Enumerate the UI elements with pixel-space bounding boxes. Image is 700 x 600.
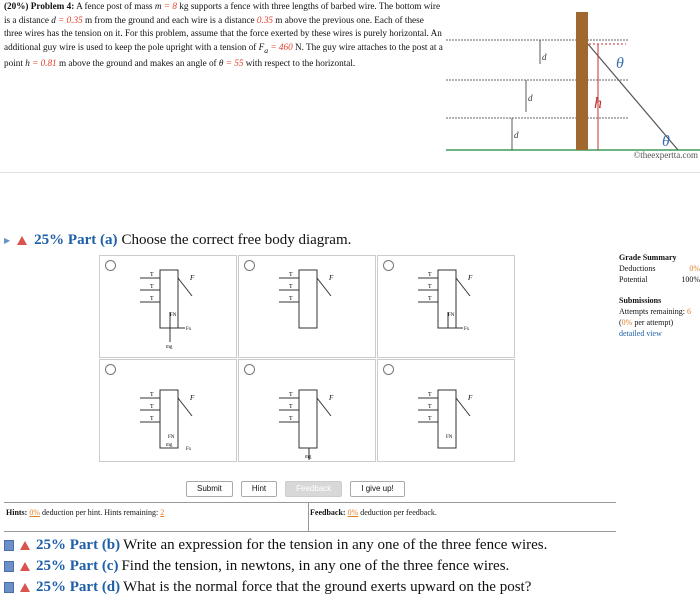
svg-text:T: T bbox=[289, 392, 293, 398]
svg-text:mg: mg bbox=[166, 345, 173, 350]
feedback-button[interactable]: Feedback bbox=[285, 481, 342, 497]
separator-area bbox=[0, 172, 700, 225]
attempts-remaining: 6 bbox=[687, 307, 691, 316]
h-label: h bbox=[594, 95, 602, 112]
hints-divider bbox=[308, 503, 309, 531]
svg-text:F: F bbox=[329, 274, 334, 282]
document-icon bbox=[4, 582, 14, 593]
svg-text:Fx: Fx bbox=[186, 447, 192, 452]
svg-text:d: d bbox=[528, 93, 533, 103]
svg-text:Fx: Fx bbox=[186, 327, 192, 332]
height-value: = 0.81 bbox=[32, 58, 57, 69]
radio-option-3[interactable] bbox=[383, 260, 394, 271]
svg-text:mg: mg bbox=[166, 443, 173, 448]
potential-value: 100% bbox=[681, 275, 700, 284]
fbd-option-1[interactable] bbox=[99, 255, 237, 358]
part-a-text: Choose the correct free body diagram. bbox=[121, 232, 352, 248]
svg-text:F: F bbox=[468, 274, 473, 282]
svg-text:d: d bbox=[542, 52, 547, 62]
svg-text:T: T bbox=[428, 392, 432, 398]
svg-text:T: T bbox=[289, 284, 293, 290]
grade-summary-title: Grade Summary bbox=[619, 253, 677, 262]
submissions-title: Submissions bbox=[619, 296, 662, 305]
part-c-row[interactable]: 25% Part (c) Find the tension, in newtons, in any one of the three fence wires. bbox=[4, 558, 509, 575]
svg-text:FN: FN bbox=[448, 313, 455, 318]
svg-text:T: T bbox=[428, 284, 432, 290]
warning-icon bbox=[20, 562, 30, 571]
svg-text:T: T bbox=[428, 416, 432, 422]
radio-option-2[interactable] bbox=[244, 260, 255, 271]
hints-info: Hints: 0% deduction per hint. Hints remaining: 2 bbox=[6, 508, 165, 517]
theta-label-top: θ bbox=[616, 55, 624, 72]
part-b-row[interactable]: 25% Part (b) Write an expression for the tension in any one of the three fence wires. bbox=[4, 537, 547, 554]
svg-text:T: T bbox=[428, 272, 432, 278]
svg-text:T: T bbox=[150, 272, 154, 278]
svg-text:T: T bbox=[289, 272, 293, 278]
fbd-option-5[interactable] bbox=[238, 359, 376, 462]
fbd-diagram bbox=[269, 372, 359, 462]
document-icon bbox=[4, 540, 14, 551]
feedback-info: Feedback: 0% deduction per feedback. bbox=[310, 508, 437, 517]
svg-text:F: F bbox=[468, 394, 473, 402]
deductions-value: 0% bbox=[689, 264, 700, 273]
hints-remaining: 2 bbox=[160, 508, 165, 517]
svg-text:T: T bbox=[289, 416, 293, 422]
problem-heading: (20%) Problem 4: bbox=[4, 1, 75, 11]
svg-text:T: T bbox=[428, 404, 432, 410]
fbd-diagram bbox=[269, 268, 359, 358]
svg-text:mg: mg bbox=[305, 455, 312, 460]
fbd-diagram bbox=[130, 372, 220, 462]
document-icon bbox=[4, 561, 14, 572]
grade-summary: Grade Summary Deductions 0% Potential 100% Submissions Attempts remaining: 6 (0% per attempt) detailed view bbox=[619, 253, 700, 338]
problem-statement: (20%) Problem 4: A fence post of mass m = 8 kg supports a fence with three lengths of barbed wire. The bottom wire is a distance d = 0.35 m from the ground and each wire is a distance 0.35 m above the previous one. Each of these three wires has the tension on it. For this problem, assume that the force exerted by these wires is purely horizontal. An additional guy wire is used to keep the pole upright with a tension of $F_a = 460$ N. The guy wire attaches to the post at a point h = 0.81 m above the ground and makes an angle of θ = 55 with respect to the horizontal. bbox=[4, 1, 443, 69]
theta-label-bottom: θ bbox=[662, 133, 670, 150]
give-up-button[interactable]: I give up! bbox=[350, 481, 404, 497]
warning-icon bbox=[20, 583, 30, 592]
svg-text:FN: FN bbox=[168, 435, 175, 440]
fbd-option-4[interactable] bbox=[99, 359, 237, 462]
fbd-diagram bbox=[130, 268, 220, 358]
svg-text:T: T bbox=[150, 392, 154, 398]
svg-text:T: T bbox=[150, 404, 154, 410]
svg-text:FN: FN bbox=[446, 435, 453, 440]
warning-icon bbox=[20, 541, 30, 550]
fbd-option-6[interactable] bbox=[377, 359, 515, 462]
svg-text:FN: FN bbox=[170, 313, 177, 318]
radio-option-1[interactable] bbox=[105, 260, 116, 271]
radio-option-5[interactable] bbox=[244, 364, 255, 375]
svg-text:F: F bbox=[190, 394, 195, 402]
fbd-option-2[interactable] bbox=[238, 255, 376, 358]
svg-text:T: T bbox=[289, 296, 293, 302]
radio-option-6[interactable] bbox=[383, 364, 394, 375]
copyright: ©theexpertta.com bbox=[633, 150, 698, 160]
svg-text:T: T bbox=[150, 416, 154, 422]
fbd-diagram bbox=[408, 268, 498, 358]
distance-value: = 0.35 bbox=[58, 14, 83, 25]
svg-text:T: T bbox=[428, 296, 432, 302]
svg-text:d: d bbox=[514, 130, 519, 140]
fbd-option-3[interactable] bbox=[377, 255, 515, 358]
action-buttons bbox=[186, 481, 405, 497]
radio-option-4[interactable] bbox=[105, 364, 116, 375]
svg-text:T: T bbox=[150, 284, 154, 290]
detailed-view-link[interactable]: detailed view bbox=[619, 329, 662, 338]
svg-text:F: F bbox=[329, 394, 334, 402]
part-a-label: 25% Part (a) bbox=[34, 232, 118, 248]
svg-text:Fx: Fx bbox=[464, 327, 470, 332]
hints-feedback-bar bbox=[4, 502, 616, 532]
submit-button[interactable]: Submit bbox=[186, 481, 233, 497]
angle-value: = 55 bbox=[225, 58, 244, 69]
svg-text:T: T bbox=[150, 296, 154, 302]
part-a-header[interactable] bbox=[4, 232, 351, 249]
part-d-row[interactable]: 25% Part (d) What is the normal force that the ground exerts upward on the post? bbox=[4, 579, 531, 596]
warning-icon bbox=[17, 236, 27, 245]
fbd-options-grid bbox=[99, 255, 516, 463]
fence-post-figure bbox=[446, 4, 700, 164]
mass-value: = 8 bbox=[163, 1, 177, 11]
svg-text:T: T bbox=[289, 404, 293, 410]
hint-button[interactable]: Hint bbox=[241, 481, 277, 497]
fbd-diagram bbox=[408, 372, 498, 462]
svg-text:F: F bbox=[190, 274, 195, 282]
expand-icon[interactable]: ▶ bbox=[4, 236, 11, 245]
tension-value: = 460 bbox=[270, 41, 293, 52]
